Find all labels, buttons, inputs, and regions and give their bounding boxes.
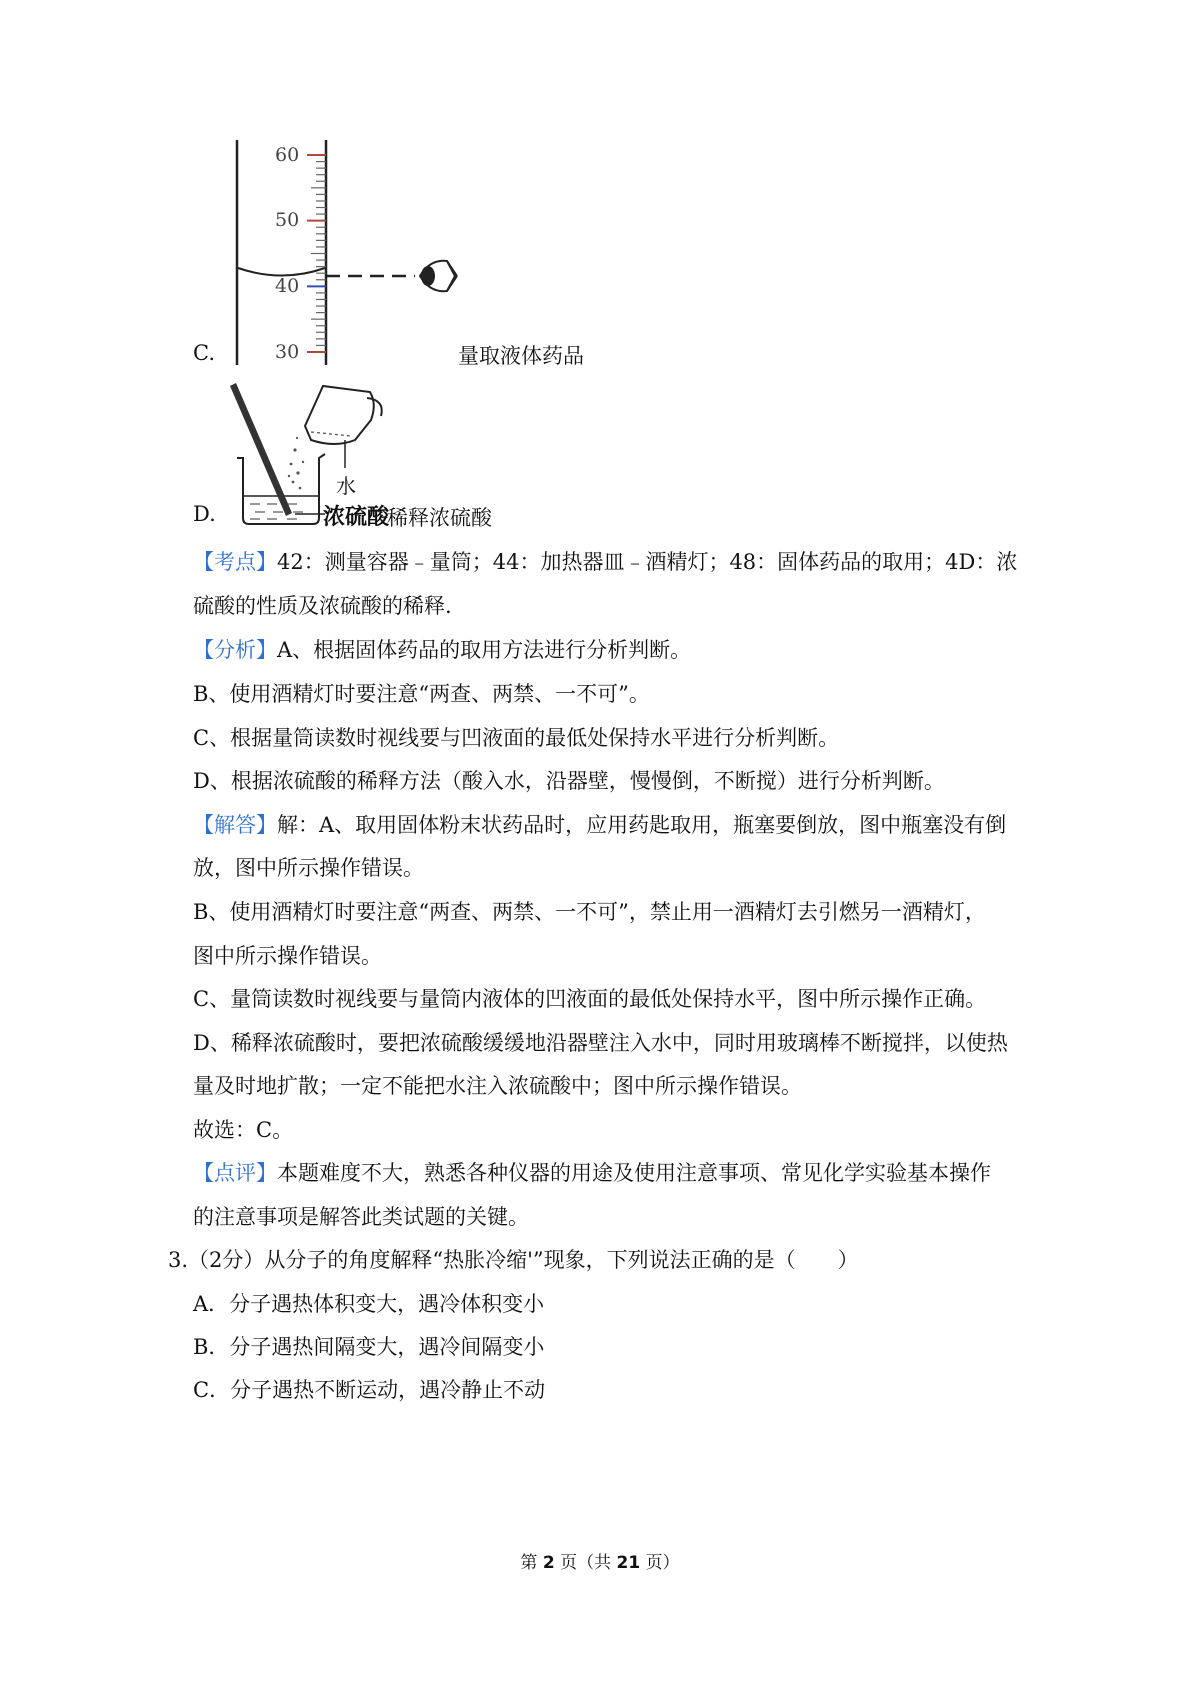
dianping-tag: 【点评】: [193, 1161, 277, 1185]
dianping-line-1: [193, 1158, 991, 1188]
question-3-option-c: C．分子遇热不断运动，遇冷静止不动: [193, 1378, 546, 1402]
jieda-line-5: C、量筒读数时视线要与量筒内液体的凹液面的最低处保持水平，图中所示操作正确。: [193, 987, 987, 1011]
question-3-option-a: A．分子遇热体积变大，遇冷体积变小: [193, 1292, 545, 1316]
fenxi-line-1: [193, 635, 691, 665]
eye-icon: [420, 261, 457, 291]
footer-suffix: 页）: [645, 1553, 680, 1573]
page-footer: [0, 1548, 1200, 1573]
question-3-option-b: B．分子遇热间隔变大，遇冷间隔变小: [193, 1335, 545, 1359]
jieda-text-1: 解：A、取用固体粉末状药品时，应用药匙取用，瓶塞要倒放，图中瓶塞没有倒: [277, 813, 1007, 837]
footer-prefix: 第: [520, 1553, 538, 1573]
fenxi-text-1: A、根据固体药品的取用方法进行分析判断。: [277, 638, 692, 662]
footer-middle: 页（共: [560, 1553, 612, 1573]
question-3-stem: 3.（2分）从分子的角度解释“热胀冷缩'”现象，下列说法正确的是（ ）: [168, 1248, 859, 1272]
jieda-line-1: [193, 810, 1006, 840]
option-d-label: D.: [193, 502, 216, 526]
kaodian-line-2: 硫酸的性质及浓硫酸的稀释.: [193, 594, 452, 618]
option-c-caption: 量取液体药品: [458, 344, 584, 368]
footer-page-number: 2: [542, 1553, 555, 1573]
tick-label-60: 60: [275, 144, 300, 166]
option-c-label: C.: [193, 341, 215, 365]
water-label: 水: [336, 474, 356, 498]
jieda-line-3: B、使用酒精灯时要注意“两查、两禁、一不可”，禁止用一酒精灯去引燃另一酒精灯，: [193, 900, 986, 924]
option-d-caption: 稀释浓硫酸: [387, 506, 492, 530]
jieda-line-8: 故选：C。: [193, 1118, 294, 1142]
dianping-line-2: 的注意事项是解答此类试题的关键。: [193, 1205, 529, 1229]
jieda-tag: 【解答】: [193, 813, 277, 837]
tick-label-40: 40: [275, 275, 300, 297]
jieda-line-6: D、稀释浓硫酸时，要把浓硫酸缓缓地沿器壁注入水中，同时用玻璃棒不断搅拌，以使热: [193, 1031, 1008, 1055]
jieda-line-2: 放，图中所示操作错误。: [193, 856, 424, 880]
kaodian-text-1: 42：测量容器﹣量筒；44：加热器皿﹣酒精灯；48：固体药品的取用；4D：浓: [277, 550, 1018, 574]
kaodian-tag: 【考点】: [193, 550, 277, 574]
fenxi-line-2: B、使用酒精灯时要注意“两查、两禁、一不可”。: [193, 682, 650, 706]
dianping-text-1: 本题难度不大，熟悉各种仪器的用途及使用注意事项、常见化学实验基本操作: [277, 1161, 991, 1185]
kaodian-line-1: [193, 547, 1017, 577]
fenxi-line-4: D、根据浓硫酸的稀释方法（酸入水，沿器壁，慢慢倒，不断搅）进行分析判断。: [193, 769, 945, 793]
jieda-line-7: 量及时地扩散；一定不能把水注入浓硫酸中；图中所示操作错误。: [193, 1074, 802, 1098]
tick-label-50: 50: [275, 209, 300, 231]
tick-label-30: 30: [275, 341, 300, 363]
graduated-cylinder-figure: [225, 135, 465, 370]
fenxi-tag: 【分析】: [193, 638, 277, 662]
water-cup: [305, 386, 374, 444]
cylinder-scale: [307, 155, 326, 352]
acid-label: 浓硫酸: [323, 505, 390, 530]
fenxi-line-3: C、根据量筒读数时视线要与凹液面的最低处保持水平进行分析判断。: [193, 726, 840, 750]
jieda-line-4: 图中所示操作错误。: [193, 944, 382, 968]
footer-total-pages: 21: [616, 1553, 641, 1573]
